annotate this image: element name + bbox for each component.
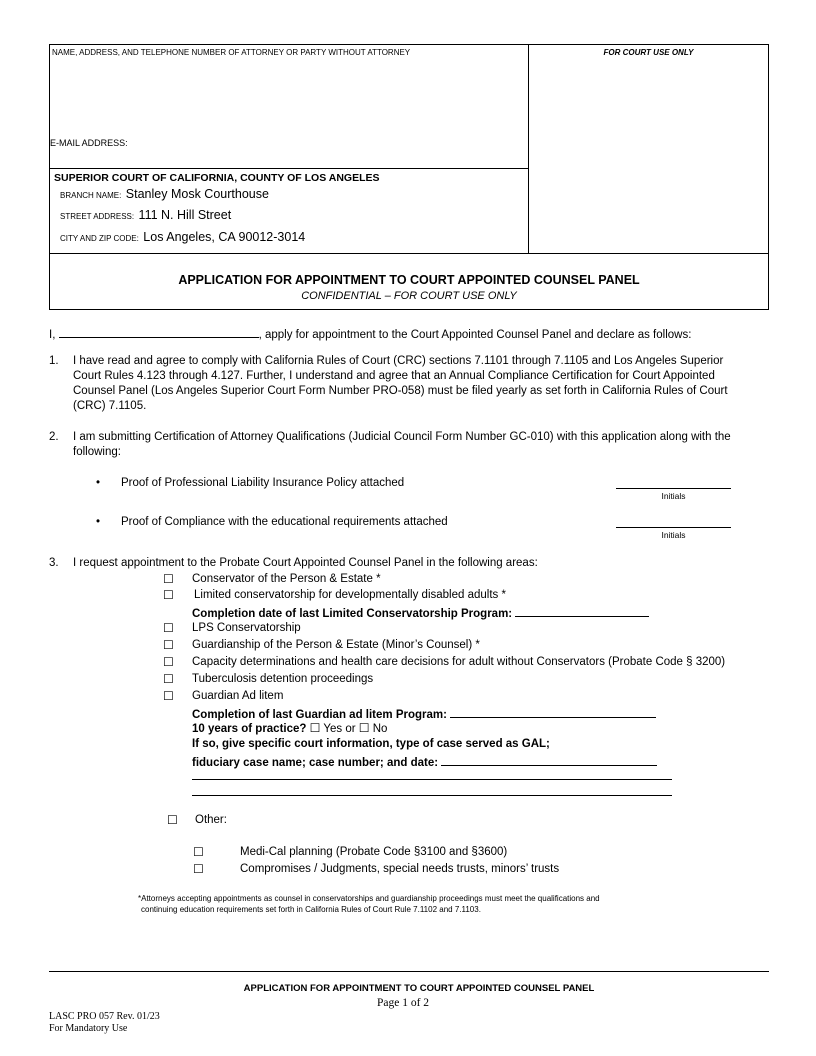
checkbox-conservator[interactable]: ☐ — [163, 572, 174, 586]
opt-tuberculosis: Tuberculosis detention proceedings — [192, 673, 374, 685]
limited-program-date-field[interactable] — [515, 604, 649, 617]
no-label: No — [372, 723, 388, 735]
initials-label-1: Initials — [661, 491, 686, 501]
city-row — [60, 228, 305, 246]
city-label: CITY AND ZIP CODE: — [60, 234, 139, 243]
declaration-prefix: I, — [49, 329, 56, 341]
initials-label-2: Initials — [661, 530, 686, 540]
street-label: STREET ADDRESS: — [60, 212, 135, 221]
mandatory-use: For Mandatory Use — [49, 1023, 128, 1034]
opt-limited-conservatorship: Limited conservatorship for developmentally disabled adults * — [194, 589, 506, 601]
page-number: Page 1 of 2 — [376, 997, 430, 1009]
opt-medi-cal: Medi-Cal planning (Probate Code §3100 and §3600) — [240, 846, 508, 858]
form-subtitle: CONFIDENTIAL – FOR COURT USE ONLY — [301, 290, 517, 302]
gal-info-extra-line-1[interactable] — [192, 779, 672, 780]
branch-value: Stanley Mosk Courthouse — [125, 187, 269, 201]
footnote-line: *Attorneys accepting appointments as counsel in conservatorships and guardianship proceedings must meet the qualifications and — [138, 894, 600, 903]
attorney-label: NAME, ADDRESS, AND TELEPHONE NUMBER OF ATTORNEY OR PARTY WITHOUT ATTORNEY — [52, 48, 411, 57]
gal-years-row — [192, 721, 387, 737]
bullet: • — [96, 516, 101, 528]
applicant-name-field[interactable] — [59, 325, 259, 338]
opt-guardian-ad-litem: Guardian Ad litem — [192, 690, 284, 702]
item-2-number: 2. — [49, 431, 59, 443]
limited-program-row — [192, 604, 649, 622]
opt-compromises: Compromises / Judgments, special needs trusts, minors’ trusts — [240, 863, 560, 875]
declaration-line — [49, 325, 691, 343]
initials-field-1[interactable] — [616, 488, 731, 489]
gal-years-label: 10 years of practice? — [192, 723, 307, 735]
court-name: SUPERIOR COURT OF CALIFORNIA, COUNTY OF LOS ANGELES — [54, 172, 380, 184]
checkbox-limited-conservatorship[interactable]: ☐ — [163, 588, 174, 602]
item-3-number: 3. — [49, 557, 59, 569]
checkbox-medi-cal[interactable]: ☐ — [193, 845, 204, 859]
bullet-insurance: Proof of Professional Liability Insurance Policy attached — [121, 477, 405, 489]
gal-info-line-1: If so, give specific court information, type of case served as GAL; — [192, 738, 550, 750]
street-value: 111 N. Hill Street — [138, 208, 232, 222]
item-1-line: Court Rules 4.123 through 4.127. Further, I understand and agree that an Annual Compliance Certification for Court Appointed — [73, 370, 715, 382]
checkbox-guardianship[interactable]: ☐ — [163, 638, 174, 652]
checkbox-compromises[interactable]: ☐ — [193, 862, 204, 876]
gal-program-date-field[interactable] — [450, 705, 656, 718]
gal-info-extra-line-2[interactable] — [192, 795, 672, 796]
branch-label: BRANCH NAME: — [60, 191, 122, 200]
street-row — [60, 206, 231, 224]
declaration-suffix: , apply for appointment to the Court Appointed Counsel Panel and declare as follows: — [258, 329, 692, 341]
opt-lps: LPS Conservatorship — [192, 622, 301, 634]
footer-rule — [49, 971, 769, 972]
checkbox-capacity[interactable]: ☐ — [163, 655, 174, 669]
footnote — [138, 893, 600, 915]
opt-guardianship: Guardianship of the Person & Estate (Minor’s Counsel) * — [192, 639, 480, 651]
item-2-line: following: — [73, 446, 121, 458]
item-1-line: (CRC) 7.1105. — [73, 400, 147, 412]
checkbox-yes[interactable]: ☐ — [309, 721, 321, 735]
footnote-line: continuing education requirements set forth in California Rules of Court Rule 7.1102 and 7.1103. — [141, 905, 481, 914]
bullet: • — [96, 477, 101, 489]
limited-program-label: Completion date of last Limited Conservatorship Program: — [192, 608, 513, 620]
bullet-education: Proof of Compliance with the educational requirements attached — [121, 516, 448, 528]
email-label: E-MAIL ADDRESS: — [50, 138, 128, 148]
opt-other: Other: — [195, 814, 227, 826]
initials-field-2[interactable] — [616, 527, 731, 528]
item-1-text — [73, 354, 728, 414]
checkbox-no[interactable]: ☐ — [358, 721, 370, 735]
form-id: LASC PRO 057 Rev. 01/23 — [49, 1011, 160, 1022]
checkbox-tuberculosis[interactable]: ☐ — [163, 672, 174, 686]
gal-info-row — [192, 753, 657, 771]
gal-program-label: Completion of last Guardian ad litem Program: — [192, 709, 447, 721]
item-2-text — [73, 430, 731, 460]
gal-info-line-2: fiduciary case name; case number; and date: — [192, 757, 439, 769]
footer-title: APPLICATION FOR APPOINTMENT TO COURT APPOINTED COUNSEL PANEL — [243, 983, 595, 994]
gal-info-field[interactable] — [441, 753, 657, 766]
branch-row — [60, 185, 269, 203]
opt-capacity: Capacity determinations and health care decisions for adult without Conservators (Probate Code § 3200) — [192, 656, 726, 668]
city-value: Los Angeles, CA 90012-3014 — [143, 230, 306, 244]
court-use-label: FOR COURT USE ONLY — [603, 48, 694, 57]
checkbox-other[interactable]: ☐ — [167, 813, 178, 827]
form-title: APPLICATION FOR APPOINTMENT TO COURT APPOINTED COUNSEL PANEL — [178, 273, 640, 287]
checkbox-lps[interactable]: ☐ — [163, 621, 174, 635]
checkbox-guardian-ad-litem[interactable]: ☐ — [163, 689, 174, 703]
item-3-intro: I request appointment to the Probate Court Appointed Counsel Panel in the following areas: — [73, 557, 538, 569]
yes-label: Yes or — [323, 723, 356, 735]
item-1-line: I have read and agree to comply with California Rules of Court (CRC) sections 7.1101 through 7.1105 and Los Angeles Superior — [73, 355, 724, 367]
item-2-line: I am submitting Certification of Attorney Qualifications (Judicial Council Form Number GC-010) with this application along with the — [73, 431, 731, 443]
opt-conservator: Conservator of the Person & Estate * — [192, 573, 381, 585]
item-1-line: Counsel Panel (Los Angeles Superior Court Form Number PRO-058) must be filed yearly as set forth in California Rules of Court — [73, 385, 728, 397]
header-divider-horizontal — [49, 168, 529, 169]
header-divider-vertical — [528, 44, 529, 254]
item-1-number: 1. — [49, 355, 59, 367]
